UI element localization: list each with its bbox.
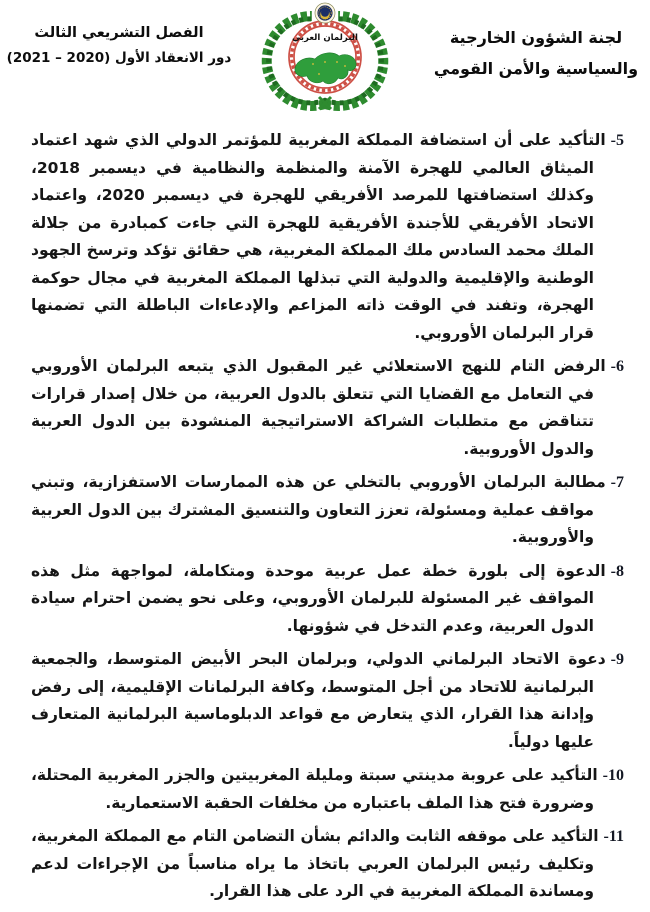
session-term: دور الانعقاد الأول (2020 – 2021) [6, 50, 232, 66]
item-text: دعوة الاتحاد البرلماني الدولي، وبرلمان البحر الأبيض المتوسط، والجمعية البرلمانية للاتحاد من أجل المتوسط، وكافة البرلمانات الإقليمية، إلى رفض وإدانة هذا القرار، الذي يتعارض مع قواعد الدبلوماسية البرلمانية المتعارف عليها دولياً. [31, 650, 606, 751]
item-text: التأكيد على عروبة مدينتي سبتة ومليلة المغربيتين والجزر المغربية المحتلة، وضرورة فتح هذا الملف باعتباره من مخلفات الحقبة الاستعمارية. [31, 766, 598, 812]
item-number: 8- [610, 562, 624, 580]
legislative-term: الفصل التشريعي الثالث [34, 25, 204, 41]
item-text: التأكيد على أن استضافة المملكة المغربية للمؤتمر الدولي الذي شهد اعتماد الميثاق العالمي للهجرة الآمنة والمنظمة والنظامية في ديسمبر 2018، وكذلك استضافتها للمرصد الأفريقي للهجرة في ديسمبر 2020، واعتماد الاتحاد الأفريقي للأجندة الأفريقية للهجرة التي جاءت كمبادرة من جلالة الملك محمد السادس ملك المملكة المغربية، هي حقائق تؤكد وترسخ الجهود الوطنية والإقليمية والدولية التي تبذلها المملكة المغربية في مجال حوكمة الهجرة، وتفند في الوقت ذاته المزاعم والإدعاءات الباطلة التي تضمنها قرار البرلمان الأوروبي. [31, 131, 606, 342]
resolution-item [31, 823, 624, 906]
item-number: 11- [603, 828, 624, 845]
resolution-item [31, 558, 624, 641]
resolution-item [31, 469, 624, 552]
item-number: 6- [610, 358, 624, 375]
item-number: 5- [610, 132, 624, 149]
committee-title [430, 22, 642, 84]
page-header [0, 0, 650, 120]
resolution-item [31, 127, 624, 347]
item-text: التأكيد على موقفه الثابت والدائم بشأن التضامن التام مع المملكة المغربية، وتكليف رئيس البرلمان العربي باتخاذ ما يراه مناسباً من الإجراءات لدعم ومساندة المملكة المغربية في الرد على هذا القرار. [31, 827, 599, 900]
resolution-item [31, 646, 624, 756]
arab-parliament-emblem-icon [255, 2, 395, 110]
resolution-list [31, 127, 624, 912]
session-info [6, 21, 232, 71]
emblem-calligraphy: البرلمان العربي [292, 33, 358, 43]
item-text: مطالبة البرلمان الأوروبي بالتخلي عن هذه الممارسات الاستفزازية، وتبني مواقف عملية ومسئولة، تعزز التعاون والتنسيق المشترك بين الدول العربية والأوروبية. [31, 473, 606, 546]
item-text: الدعوة إلى بلورة خطة عمل عربية موحدة ومتكاملة، لمواجهة مثل هذه المواقف غير المسئولة للبرلمان الأوروبي، وعلى نحو يضمن احترام سيادة الدول العربية، وعدم التدخل في شؤونها. [31, 561, 606, 635]
item-number: 7- [610, 474, 624, 491]
resolution-item [31, 353, 624, 463]
item-number: 9- [610, 651, 624, 668]
committee-title-line2: والسياسية والأمن القومي [433, 59, 639, 78]
item-number: 10- [602, 767, 624, 784]
committee-title-line1: لجنة الشؤون الخارجية [449, 28, 623, 47]
item-text: الرفض التام للنهج الاستعلائي غير المقبول الذي يتبعه البرلمان الأوروبي في التعامل مع القضايا التي تتعلق بالدول العربية، من خلال إصدار قرارات تتناقض مع متطلبات الشراكة الاستراتيجية المنشودة بين الدول العربية والدول الأوروبية. [31, 357, 606, 458]
resolution-item [31, 762, 624, 817]
